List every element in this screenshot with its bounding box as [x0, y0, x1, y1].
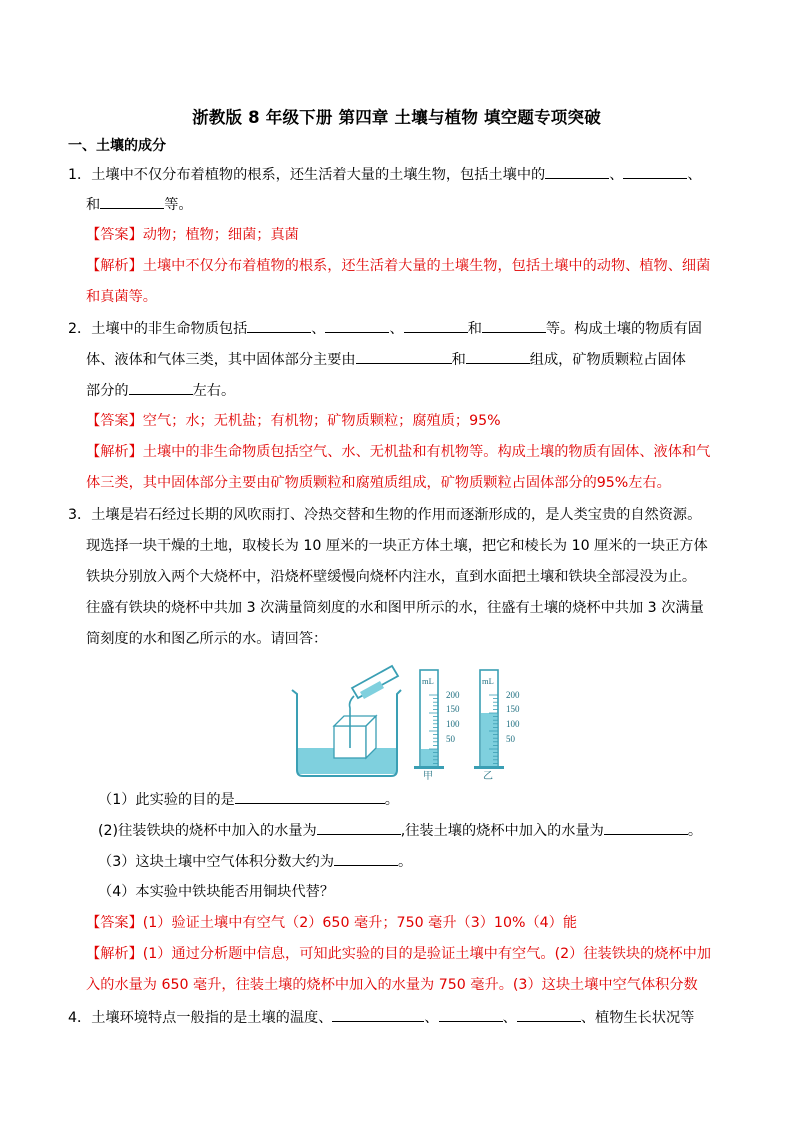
q3-line4: 往盛有铁块的烧杯中共加 3 次满量筒刻度的水和图甲所示的水，往盛有土壤的烧杯中共加 3 次满量	[86, 600, 704, 616]
q2-blank-4[interactable]	[482, 318, 546, 333]
q2-blank-1[interactable]	[247, 318, 311, 333]
q4-blank-1[interactable]	[332, 1007, 424, 1022]
q3-sub4: （4）本实验中铁块能否用铜块代替？	[98, 884, 335, 900]
page-title: 浙教版 8 年级下册 第四章 土壤与植物 填空题专项突破	[192, 108, 601, 127]
cylinder-b-tick-label: 50	[506, 734, 515, 744]
q3-line5: 筒刻度的水和图乙所示的水。请回答：	[86, 631, 328, 647]
cylinder-b-unit: mL	[482, 676, 494, 686]
cylinder-a-tick-label: 150	[446, 704, 460, 714]
q4-line1: 4．土壤环境特点一般指的是土壤的温度、 、 、 、植物生长状况等	[68, 1007, 694, 1028]
q2-analysis-2: 体三类，其中固体部分主要由矿物质颗粒和腐殖质组成，矿物质颗粒占固体部分的95%左右。	[86, 475, 671, 491]
q4-blank-2[interactable]	[439, 1007, 503, 1022]
q1-line2: 和 等。	[86, 194, 193, 215]
beaker-with-cube	[292, 666, 401, 776]
cylinder-a	[414, 670, 460, 782]
q2-blank-3[interactable]	[404, 318, 468, 333]
section-heading: 一、土壤的成分	[68, 138, 166, 154]
q3-line3: 铁块分别放入两个大烧杯中，沿烧杯壁缓慢向烧杯内注水，直到水面把土壤和铁块全部浸没为止。	[86, 569, 697, 585]
cylinder-a-tick-label: 200	[446, 690, 460, 700]
q2-answer: 【答案】空气；水；无机盐；有机物；矿物质颗粒；腐殖质；95%	[86, 413, 501, 429]
q1-analysis-1: 【解析】土壤中不仅分布着植物的根系，还生活着大量的土壤生物，包括土壤中的动物、植物、细菌	[86, 258, 711, 274]
cylinder-a-water	[421, 749, 437, 767]
cylinder-a-tick-label: 50	[446, 734, 455, 744]
q2-line1: 2．土壤中的非生命物质包括 、 、 和 等。构成土壤的物质有固	[68, 318, 702, 339]
q3-blank-3[interactable]	[604, 820, 688, 835]
cylinder-b-tick-label: 200	[506, 690, 520, 700]
q2-line2: 体、液体和气体三类，其中固体部分主要由 和 组成，矿物质颗粒占固体	[86, 349, 686, 370]
cube	[334, 716, 376, 758]
q1-line1: 1．土壤中不仅分布着植物的根系，还生活着大量的土壤生物，包括土壤中的 、 、	[68, 164, 702, 185]
q3-analysis-1: 【解析】(1）通过分析题中信息，可知此实验的目的是验证土壤中有空气。(2）往装铁块的烧杯中加	[86, 946, 712, 962]
q3-line1: 3．土壤是岩石经过长期的风吹雨打、冷热交替和生物的作用而逐渐形成的，是人类宝贵的自然资源。	[68, 507, 702, 523]
q2-blank-6[interactable]	[466, 349, 530, 364]
q3-sub2: (2)往装铁块的烧杯中加入的水量为 ,往装土壤的烧杯中加入的水量为 。	[98, 820, 702, 841]
cylinder-a-unit: mL	[422, 676, 434, 686]
q2-line3: 部分的 左右。	[86, 380, 235, 401]
q1-blank-1[interactable]	[545, 164, 609, 179]
q3-blank-4[interactable]	[334, 851, 398, 866]
q3-line2: 现选择一块干燥的土地，取棱长为 10 厘米的一块正方体土壤，把它和棱长为 10 厘米的一块正方体	[86, 538, 708, 554]
cylinder-b	[474, 670, 520, 782]
q2-analysis-1: 【解析】土壤中的非生命物质包括空气、水、无机盐和有机物等。构成土壤的物质有固体、液体和气	[86, 444, 711, 460]
q3-analysis-2: 入的水量为 650 毫升，往装土壤的烧杯中加入的水量为 750 毫升。(3）这块土壤中空气体积分数	[86, 977, 698, 993]
q3-blank-2[interactable]	[317, 820, 401, 835]
q3-answer: 【答案】(1）验证土壤中有空气（2）650 毫升；750 毫升（3）10%（4）能	[86, 915, 578, 931]
cylinder-b-tick-label: 100	[506, 719, 520, 729]
q1-answer: 【答案】动物；植物；细菌；真菌	[86, 227, 299, 243]
q3-blank-1[interactable]	[235, 789, 385, 804]
q2-blank-5[interactable]	[356, 349, 452, 364]
cylinder-b-water	[481, 713, 497, 767]
cylinder-b-label: 乙	[483, 771, 493, 782]
cylinder-a-tick-label: 100	[446, 719, 460, 729]
q1-blank-3[interactable]	[100, 194, 164, 209]
q4-blank-3[interactable]	[517, 1007, 581, 1022]
q2-blank-7[interactable]	[129, 380, 193, 395]
q1-analysis-2: 和真菌等。	[86, 289, 157, 305]
q3-sub3: （3）这块土壤中空气体积分数大约为 。	[98, 851, 412, 872]
experiment-figure	[280, 652, 540, 782]
cylinder-a-label: 甲	[423, 771, 433, 782]
q1-blank-2[interactable]	[623, 164, 687, 179]
cylinder-b-tick-label: 150	[506, 704, 520, 714]
q3-sub1: （1）此实验的目的是 。	[98, 789, 399, 810]
q2-blank-2[interactable]	[325, 318, 389, 333]
